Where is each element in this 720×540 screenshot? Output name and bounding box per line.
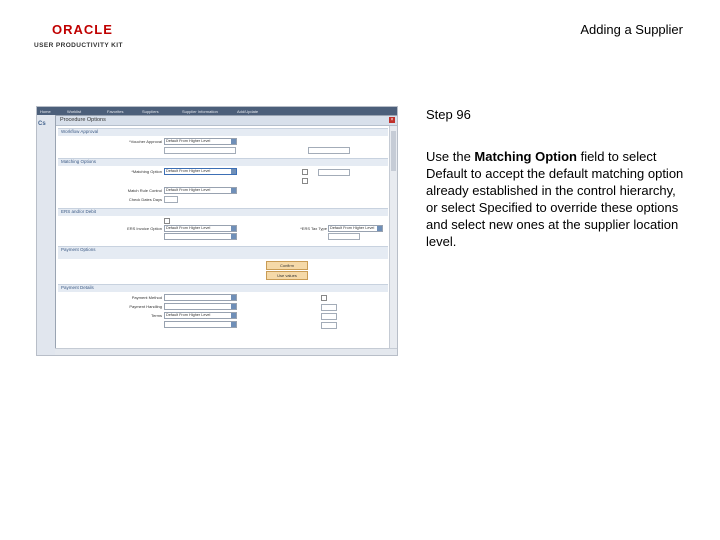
instruction-field-name: Matching Option: [474, 149, 577, 164]
terms-select[interactable]: Default From Higher Level: [164, 312, 237, 319]
dialog-scrollbar[interactable]: [389, 126, 398, 348]
app-left-panel: [37, 115, 55, 355]
use-values-button[interactable]: Use values: [266, 271, 308, 280]
app-nav-bar: Home Worklist Favorites Suppliers Supplier Information Add/Update: [37, 107, 397, 115]
logo-product: USER PRODUCTIVITY KIT: [34, 42, 123, 49]
check-days-input[interactable]: [164, 196, 178, 203]
step-number: Step 96: [426, 107, 471, 122]
confirm-button[interactable]: Confirm: [266, 261, 308, 270]
dialog-body: [56, 126, 389, 348]
pay-handling-label: Payment Handling: [129, 304, 162, 309]
app-horizontal-scrollbar[interactable]: [55, 348, 397, 355]
approval-process-input[interactable]: [164, 147, 236, 154]
step-instruction: Use the Matching Option field to select Default to accept the default matching option already established in the control hierarchy, or select Specified to override these options and select new ones at the supplier location level.: [426, 149, 684, 249]
match-rule-select[interactable]: Default From Higher Level: [164, 187, 237, 194]
section-workflow: Workflow Approval: [58, 128, 388, 136]
page-title: Adding a Supplier: [580, 22, 683, 37]
payment-field-1[interactable]: [321, 304, 337, 311]
match-rule-label: Match Rule Control: [127, 188, 162, 193]
voucher-approval-select[interactable]: Default From Higher Level: [164, 138, 237, 145]
matching-option-select[interactable]: Default From Higher Level: [164, 168, 237, 175]
dialog-title: Procedure Options: [60, 117, 106, 123]
pay-method-label: Payment Method: [131, 295, 162, 300]
terms-label: Terms: [151, 313, 162, 318]
check-days-label: Check Dates Days: [128, 197, 162, 202]
matching-detail-input[interactable]: [318, 169, 350, 176]
ers-pay-select[interactable]: [164, 233, 237, 240]
procedure-options-dialog: [55, 115, 398, 349]
oracle-upk-logo: [34, 22, 123, 49]
ers-invoice-label: ERS Invoice Option: [127, 226, 162, 231]
ers-rate-input[interactable]: [328, 233, 360, 240]
payment-field-2[interactable]: [321, 313, 337, 320]
pay-method-select[interactable]: [164, 294, 237, 301]
approval-detail-input[interactable]: [308, 147, 350, 154]
app-left-caption: Cs: [38, 121, 46, 127]
pay-handling-select[interactable]: [164, 303, 237, 310]
matching-option-label: *Matching Option: [131, 169, 162, 174]
receipt-checkbox[interactable]: [302, 178, 308, 184]
section-payment: Payment Options: [58, 246, 388, 259]
payment-checkbox[interactable]: [321, 295, 327, 301]
section-payment-details: Payment Details: [58, 284, 388, 292]
section-matching: Matching Options: [58, 158, 388, 166]
ers-checkbox[interactable]: [164, 218, 170, 224]
matching-checkbox[interactable]: [302, 169, 308, 175]
voucher-approval-label: *Voucher Approval: [129, 139, 162, 144]
logo-brand: ORACLE: [52, 22, 113, 37]
section-ers: ERS and/or Debit: [58, 208, 388, 216]
dialog-title-bar: [56, 116, 398, 126]
ers-tax-select[interactable]: Default From Higher Level: [328, 225, 383, 232]
application-screenshot: [36, 106, 398, 356]
ers-invoice-select[interactable]: Default From Higher Level: [164, 225, 237, 232]
close-icon[interactable]: ×: [390, 117, 394, 123]
pay-extra-select[interactable]: [164, 321, 237, 328]
payment-field-3[interactable]: [321, 322, 337, 329]
ers-tax-label: *ERS Tax Type: [300, 226, 327, 231]
